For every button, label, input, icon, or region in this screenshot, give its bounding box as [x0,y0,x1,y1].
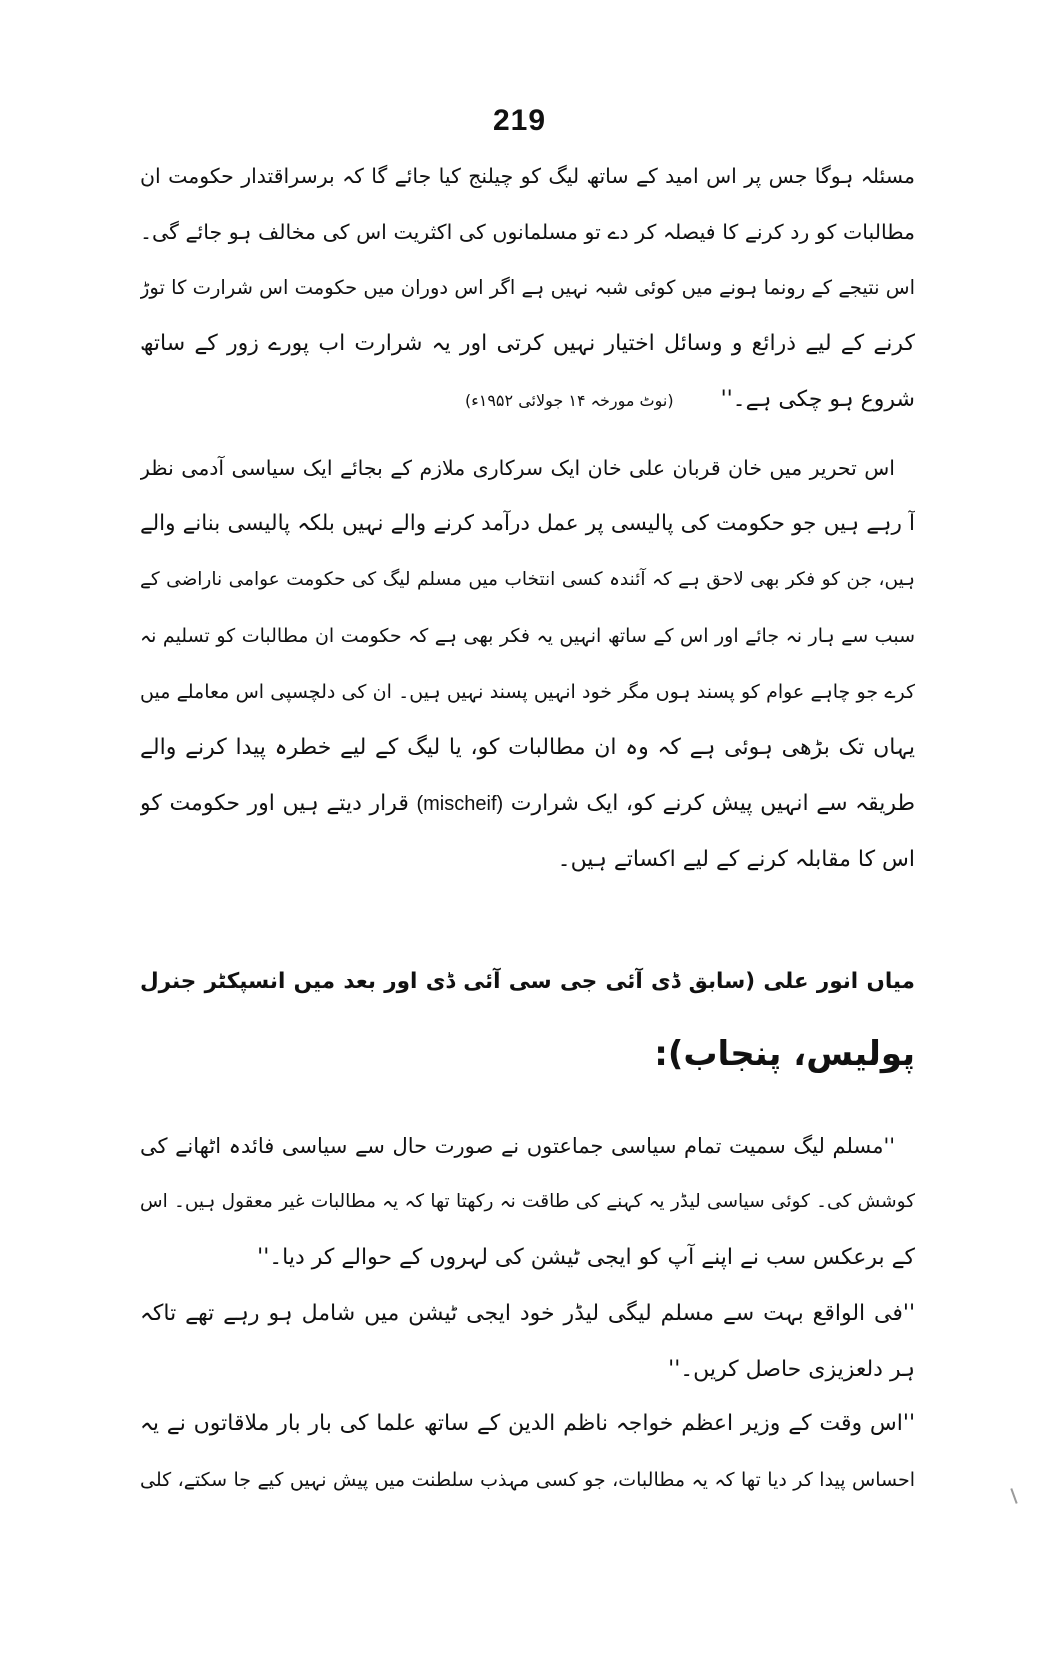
paragraph-line: سبب سے ہار نہ جائے اور اس کے ساتھ انہیں یہ فکر بھی ہے کہ حکومت ان مطالبات کو تسلیم نہ [140,625,915,647]
paragraph-line: مسئلہ ہوگا جس پر اس امید کے ساتھ لیگ کو چیلنج کیا جائے گا کہ برسراقتدار حکومت ان [140,164,915,188]
paragraph-last-text: شروع ہو چکی ہے۔'' [720,387,915,412]
quote-line: ''اس وقت کے وزیر اعظم خواجہ ناظم الدین کے ساتھ علما کی بار بار ملاقاتوں نے یہ [140,1411,915,1436]
paragraph-line: یہاں تک بڑھی ہوئی ہے کہ وہ ان مطالبات کو، یا لیگ کے لیے خطرہ پیدا کرنے والے [140,735,915,760]
quote-line: کوشش کی۔ کوئی سیاسی لیڈر یہ کہنے کی طاقت نہ رکھتا تھا کہ یہ مطالبات غیر معقول ہیں۔ اس [140,1191,915,1212]
paragraph-line: کرنے کے لیے ذرائع و وسائل اختیار نہیں کرتی اور یہ شرارت اب پورے زور کے ساتھ [140,331,915,356]
paragraph-line: آ رہے ہیں جو حکومت کی پالیسی پر عمل درآمد کرنے والے نہیں بلکہ پالیسی بنانے والے [140,511,915,536]
paragraph-line: ہیں، جن کو فکر بھی لاحق ہے کہ آئندہ کسی انتخاب میں مسلم لیگ کی حکومت عوامی ناراضی کے [140,569,915,590]
quote-line: ہر دلعزیزی حاصل کریں۔'' [668,1357,915,1382]
date-note: (نوٹ مورخہ ۱۴ جولائی ۱۹۵۲ء) [464,391,674,410]
section-heading [140,946,915,1090]
line-text-after-latin: قرار دیتے ہیں اور حکومت کو [140,791,409,816]
page-number: 219 [492,104,547,137]
paragraph-1 [140,148,915,428]
paragraph-line: کرے جو چاہے عوام کو پسند ہوں مگر خود انہیں پسند نہیں ہیں۔ ان کی دلچسپی اس معاملے میں [140,681,915,703]
quote-line: ''فی الواقع بہت سے مسلم لیگی لیڈر خود ایجی ٹیشن میں شامل ہو رہے تھے تاکہ [140,1301,915,1326]
quote-line: کے برعکس سب نے اپنے آپ کو ایجی ٹیشن کی لہروں کے حوالے کر دیا۔'' [257,1245,915,1270]
paragraph-line: اس نتیجے کے رونما ہونے میں کوئی شبہ نہیں ہے اگر اس دوران میں حکومت اس شرارت کا توڑ [140,276,915,299]
paragraph-2 [140,440,915,888]
quote-line: ''مسلم لیگ سمیت تمام سیاسی جماعتوں نے صورت حال سے سیاسی فائدہ اٹھانے کی [140,1134,895,1158]
quote-2 [140,1286,915,1398]
quote-1 [140,1118,915,1286]
latin-word: (mischeif) [416,793,504,815]
heading-line: میاں انور علی (سابق ڈی آئی جی سی آئی ڈی اور بعد میں انسپکٹر جنرل [140,969,915,994]
paragraph-line: اس تحریر میں خان قربان علی خان ایک سرکاری ملازم کے بجائے ایک سیاسی آدمی نظر [140,456,895,480]
heading-line: پولیس، پنجاب): [654,1034,915,1074]
margin-mark [1010,1488,1017,1504]
quote-line: احساس پیدا کر دیا تھا کہ یہ مطالبات، جو کسی مہذب سلطنت میں پیش نہیں کیے جا سکتے، کلی [140,1469,915,1491]
paragraph-line: اس کا مقابلہ کرنے کے لیے اکساتے ہیں۔ [557,847,915,872]
quote-3 [140,1396,915,1508]
paragraph-line: مطالبات کو رد کرنے کا فیصلہ کر دے تو مسلمانوں کی اکثریت اس کی مخالف ہو جائے گی۔ [140,220,915,244]
paragraph-line-with-latin [140,776,915,832]
line-text-before-latin: طریقہ سے انہیں پیش کرنے کو، ایک شرارت [510,791,915,816]
paragraph-line [140,372,915,428]
